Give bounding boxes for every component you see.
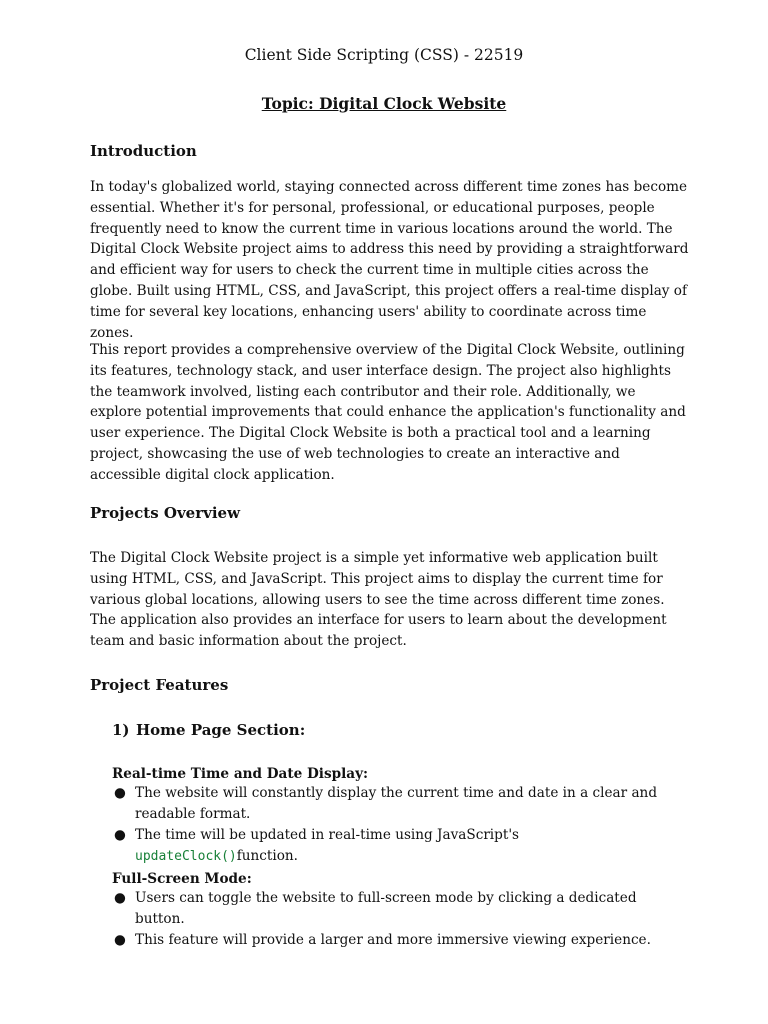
introduction-paragraph-1: In today's globalized world, staying connected across different time zones has become essential. Whether it's for personal, professional, or educational purposes, people frequently need to know the current time in various locations around the world. The Digital Clock Website project aims to address this need by providing a straightforward and efficient way for users to check the current time in multiple cities across the globe. Built using HTML, CSS, and JavaScript, this project offers a real-time display of time for several key locations, enhancing users' ability to coordinate across time zones.: [90, 179, 689, 341]
bullet-icon: ●: [114, 932, 126, 948]
bullet-text: The time will be updated in real-time using JavaScript's: [135, 827, 520, 843]
bullet-icon: ●: [114, 785, 126, 801]
home-page-section-heading: [112, 719, 305, 741]
realtime-display-list: [112, 783, 682, 867]
topic-title: Topic: Digital Clock Website: [261, 94, 507, 113]
section-number: 1): [112, 721, 130, 739]
bullet-text: Users can toggle the website to full-screen mode by clicking a dedicated button.: [135, 890, 637, 927]
section-title: Home Page Section:: [136, 721, 306, 739]
bullet-text-end: function.: [236, 848, 298, 864]
bullet-text: The website will constantly display the current time and date in a clear and readable format.: [135, 785, 658, 822]
realtime-display-title: Real-time Time and Date Display:: [112, 766, 368, 782]
course-title: Client Side Scripting (CSS) - 22519: [244, 46, 524, 64]
list-item: [112, 930, 682, 951]
projects-overview-paragraph: The Digital Clock Website project is a simple yet informative web application built using HTML, CSS, and JavaScript. This project aims to display the current time for various global locations, allowing users to see the time across different time zones. The application also provides an interface for users to learn about the development team and basic information about the project.: [90, 550, 667, 650]
introduction-paragraph-2: This report provides a comprehensive overview of the Digital Clock Website, outlining its features, technology stack, and user interface design. The project also highlights the teamwork involved, listing each contributor and their role. Additionally, we explore potential improvements that could enhance the application's functionality and user experience. The Digital Clock Website is both a practical tool and a learning project, showcasing the use of web technologies to create an interactive and accessible digital clock application.: [90, 342, 686, 483]
bullet-icon: ●: [114, 827, 126, 843]
fullscreen-mode-title: Full-Screen Mode:: [112, 871, 252, 887]
update-clock-code: updateClock(): [135, 849, 237, 864]
introduction-heading: Introduction: [90, 142, 197, 160]
fullscreen-mode-list: [112, 888, 682, 951]
project-features-heading: Project Features: [90, 676, 229, 694]
list-item: [112, 783, 682, 825]
list-item: [112, 888, 682, 930]
bullet-text: This feature will provide a larger and more immersive viewing experience.: [135, 932, 651, 948]
bullet-icon: ●: [114, 890, 126, 906]
projects-overview-heading: Projects Overview: [90, 504, 240, 522]
list-item: [112, 825, 682, 867]
